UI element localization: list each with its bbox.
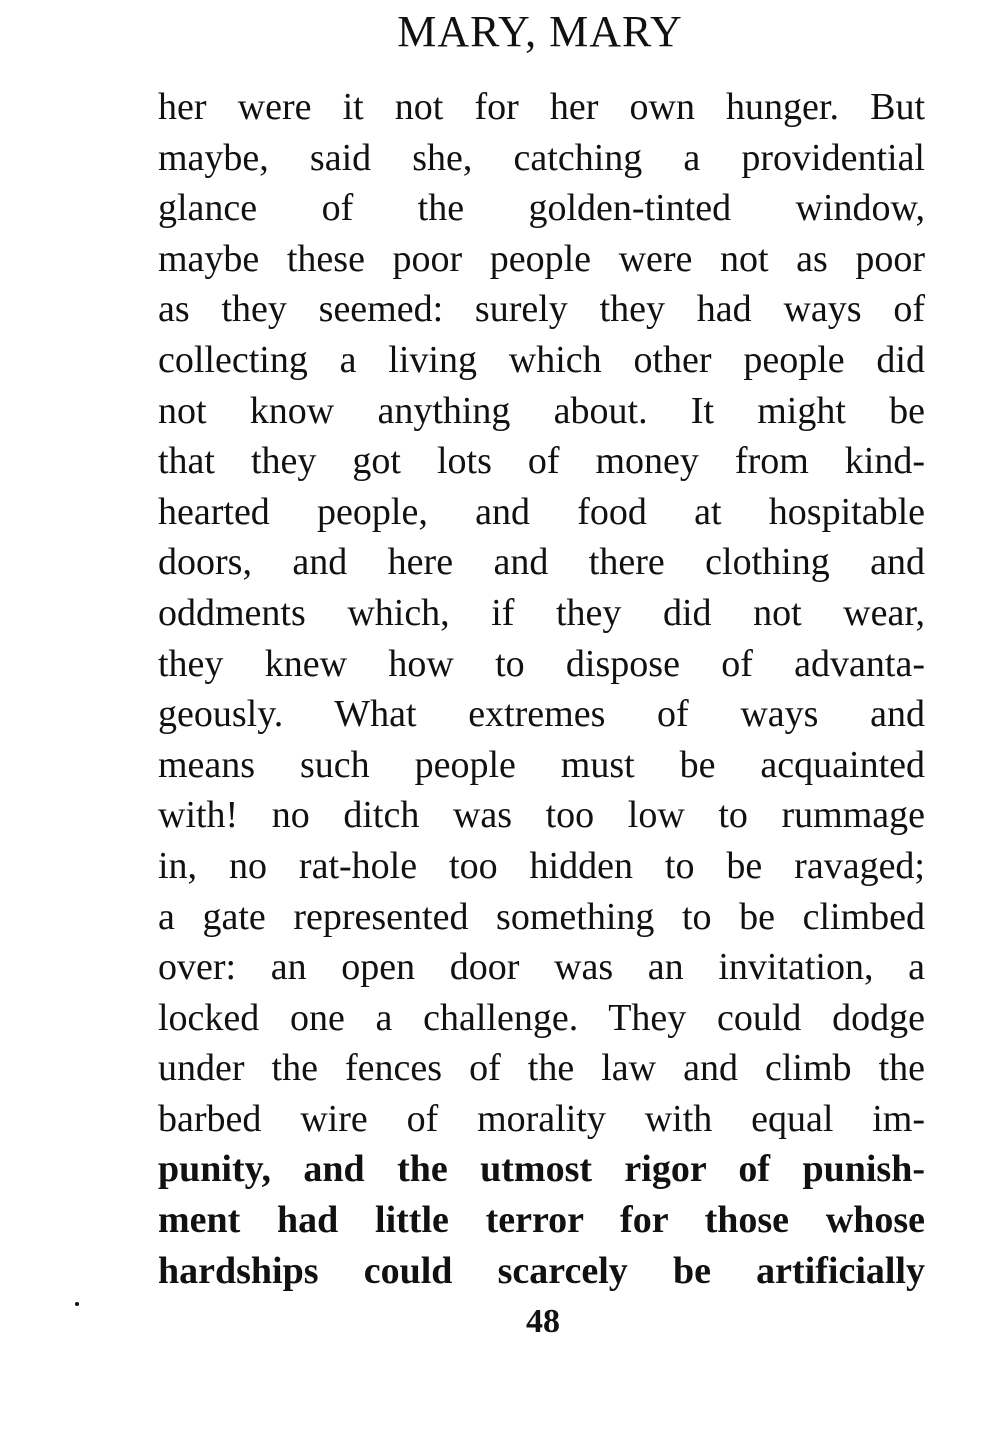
text-line: barbed wire of morality with equal im- [158,1097,925,1140]
text-line: geously. What extremes of ways and [158,693,925,736]
text-line: locked one a challenge. They could dodge [158,996,925,1039]
text-line: in, no rat-hole too hidden to be ravaged; [158,844,925,887]
text-line: under the fences of the law and climb the [158,1047,925,1090]
text-line: collecting a living which other people did [158,338,925,381]
text-line: glance of the golden-tinted window, [158,187,925,230]
running-head: MARY, MARY [397,7,683,56]
text-line: hearted people, and food at hospitable [158,490,925,533]
text-line: not know anything about. It might be [158,389,925,432]
text-line: doors, and here and there clothing and [158,541,925,584]
text-line: hardships could scarcely be artificially [158,1249,925,1292]
text-line: oddments which, if they did not wear, [158,591,925,634]
text-line: maybe these poor people were not as poor [158,237,925,280]
text-line: that they got lots of money from kind- [158,440,925,483]
text-line: as they seemed: surely they had ways of [158,288,925,331]
text-line: they knew how to dispose of advanta- [158,642,925,685]
text-line: a gate represented something to be climbed [158,895,925,938]
text-line: means such people must be acquainted [158,743,925,786]
text-line: punity, and the utmost rigor of punish- [158,1148,925,1191]
body-text [158,82,925,1296]
text-line: maybe, said she, catching a providential [158,136,925,179]
text-line: with! no ditch was too low to rummage [158,794,925,837]
text-line: over: an open door was an invitation, a [158,946,925,989]
page-number: 48 [526,1303,560,1340]
text-line: her were it not for her own hunger. But [158,86,925,128]
text-line: ment had little terror for those whose [158,1199,925,1242]
